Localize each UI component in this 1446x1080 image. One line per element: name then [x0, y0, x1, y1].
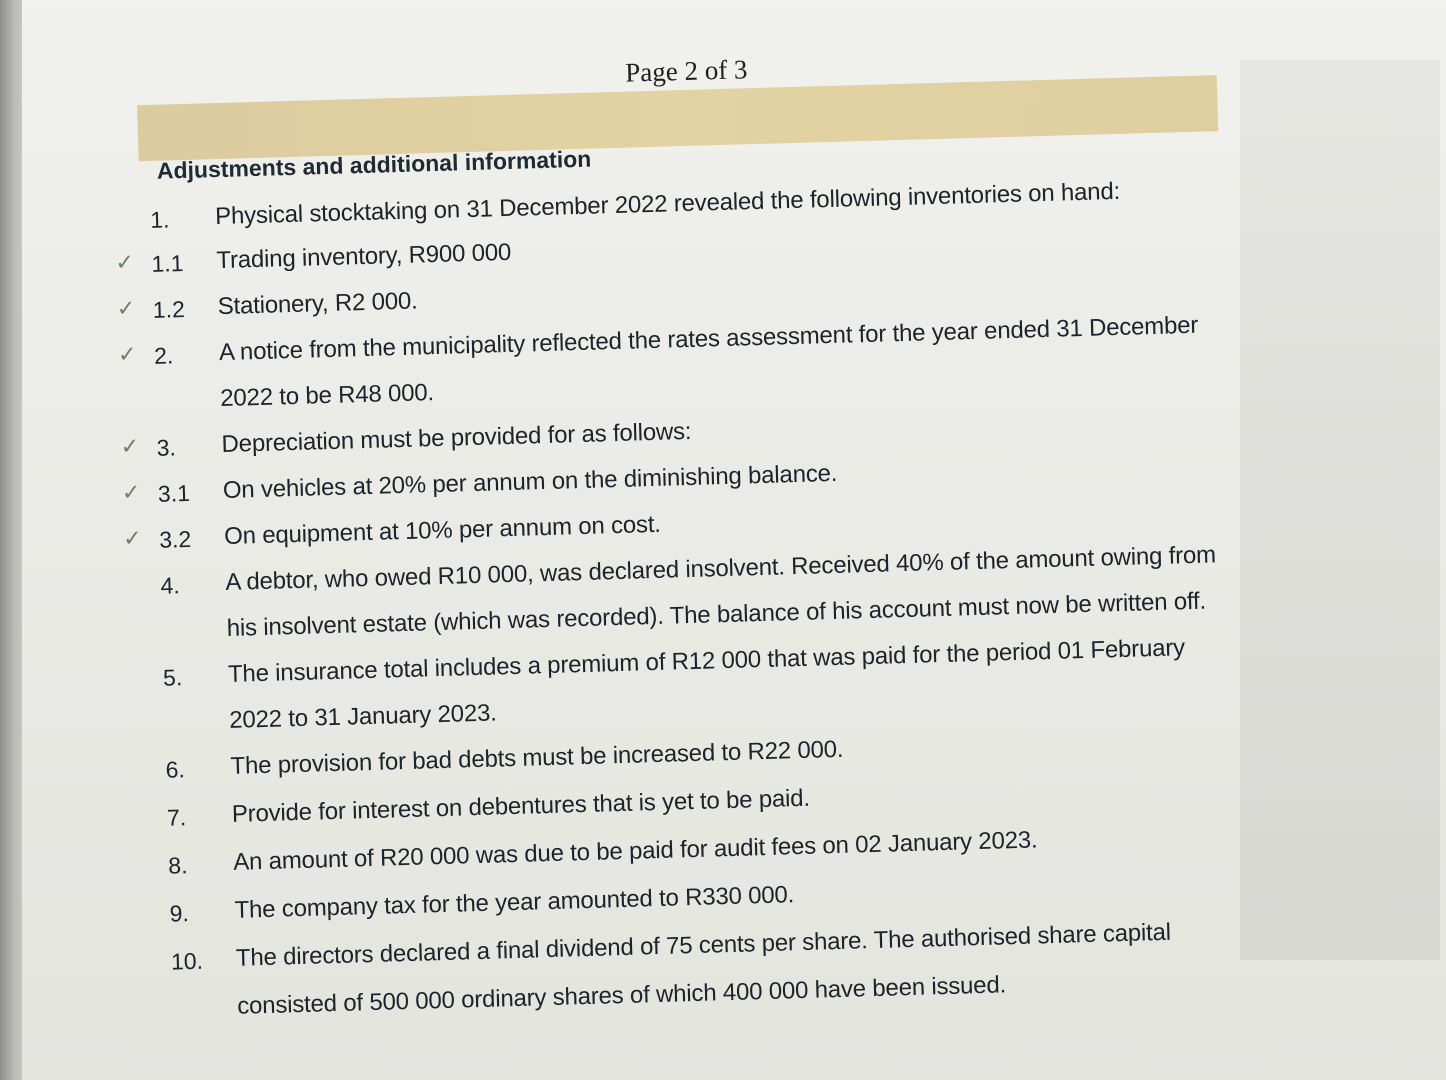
- item-text: 2022 to 31 January 2023.: [228, 699, 497, 734]
- check-mark-icon: ✓: [117, 341, 137, 367]
- item-text: Physical stocktaking on 31 December 2022 revealed the following inventories on hand:: [214, 177, 1121, 231]
- item-number: 3.2: [158, 525, 192, 553]
- item-text: On equipment at 10% per annum on cost.: [223, 510, 662, 550]
- section-heading: Adjustments and additional information: [156, 145, 592, 184]
- item-text: A notice from the municipality reflected the rates assessment for the year ended 31 December: [218, 311, 1199, 367]
- item-text: Stationery, R2 000.: [217, 287, 418, 321]
- item-text: Provide for interest on debentures that is yet to be paid.: [231, 784, 811, 828]
- item-number: 5.: [162, 664, 183, 691]
- item-number: 2.: [153, 342, 174, 369]
- item-number: 3.1: [157, 479, 191, 507]
- page-number: Page 2 of 3: [624, 54, 748, 88]
- check-mark-icon: ✓: [116, 295, 136, 321]
- check-mark-icon: ✓: [115, 249, 135, 275]
- item-number: 8.: [167, 852, 188, 879]
- check-mark-icon: ✓: [120, 433, 140, 459]
- item-text: An amount of R20 000 was due to be paid for audit fees on 02 January 2023.: [232, 826, 1038, 876]
- item-number: 3.: [156, 434, 177, 461]
- highlight-band: [137, 75, 1218, 161]
- item-text: The provision for bad debts must be increased to R22 000.: [230, 735, 844, 780]
- item-text: A debtor, who owed R10 000, was declared insolvent. Received 40% of the amount owing from: [225, 541, 1217, 596]
- item-text: The company tax for the year amounted to R330 000.: [234, 881, 795, 924]
- item-number: 10.: [170, 947, 204, 975]
- item-text: Depreciation must be provided for as follows:: [221, 417, 692, 459]
- item-text: Trading inventory, R900 000: [216, 238, 512, 275]
- item-text: 2022 to be R48 000.: [219, 379, 435, 413]
- item-number: 4.: [160, 572, 181, 599]
- check-mark-icon: ✓: [121, 479, 141, 505]
- item-text: consisted of 500 000 ordinary shares of which 400 000 have been issued.: [236, 971, 1007, 1020]
- item-number: 1.1: [151, 250, 184, 277]
- item-text: The insurance total includes a premium of R12 000 that was paid for the period 01 February: [227, 634, 1186, 688]
- item-number: 1.2: [152, 296, 186, 323]
- item-number: 7.: [166, 804, 187, 831]
- item-text: his insolvent estate (which was recorded). The balance of his account must now be written off.: [226, 587, 1207, 642]
- item-text: The directors declared a final dividend of 75 cents per share. The authorised share capital: [235, 918, 1172, 972]
- item-text: On vehicles at 20% per annum on the diminishing balance.: [222, 459, 838, 505]
- item-number: 6.: [165, 756, 186, 783]
- item-number: 9.: [169, 900, 190, 927]
- check-mark-icon: ✓: [122, 525, 142, 551]
- item-number: 1.: [149, 206, 170, 233]
